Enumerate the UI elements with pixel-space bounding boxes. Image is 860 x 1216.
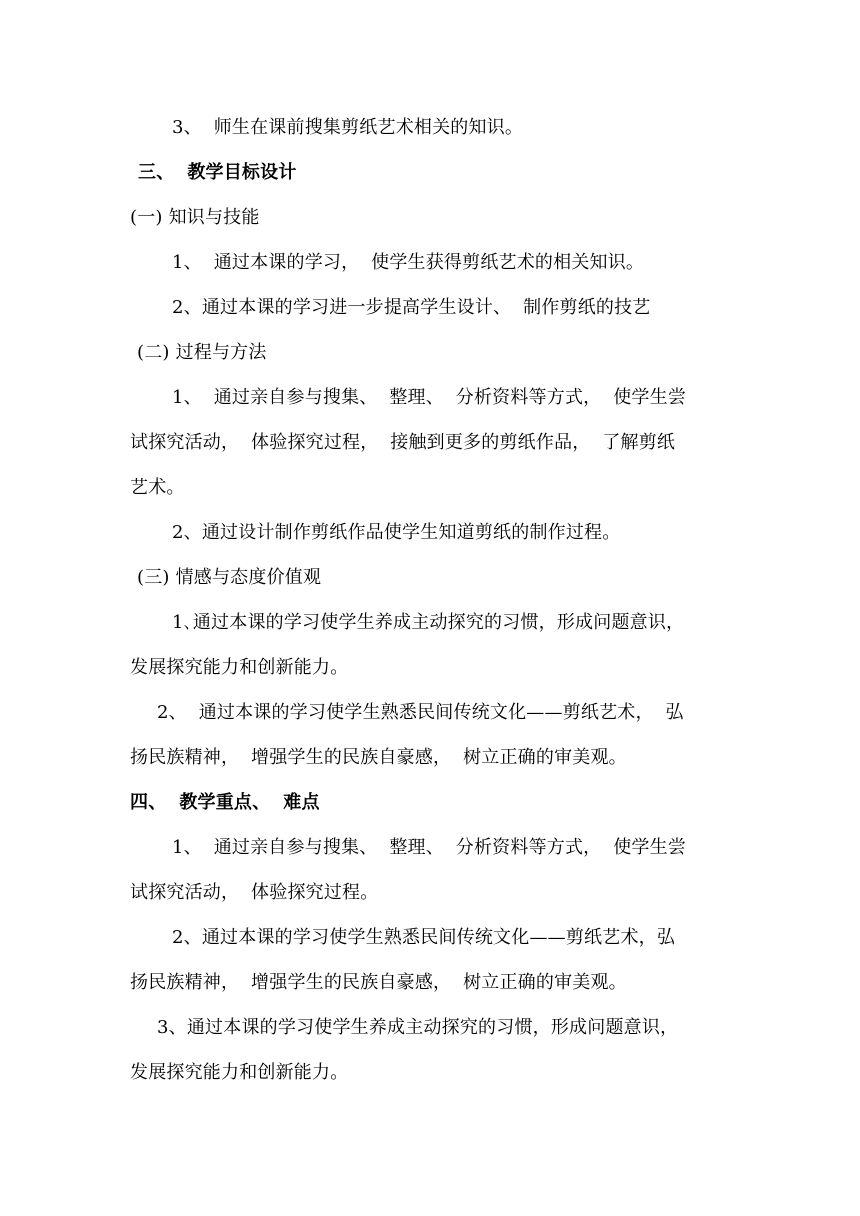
subheading-process-methods: (二) 过程与方法 — [137, 342, 267, 363]
subheading-emotion-values: (三) 情感与态度价值观 — [137, 567, 322, 588]
subheading-knowledge-skills: (一) 知识与技能 — [130, 207, 260, 228]
process-item-1-line-2: 试探究活动， 体验探究过程， 接触到更多的剪纸作品， 了解剪纸 — [130, 432, 676, 453]
knowledge-item-1: 1、 通过本课的学习， 使学生获得剪纸艺术的相关知识。 — [172, 252, 645, 273]
process-item-2: 2、通过设计制作剪纸作品使学生知道剪纸的制作过程。 — [172, 522, 621, 543]
emotion-item-2-line-2: 扬民族精神， 增强学生的民族自豪感， 树立正确的审美观。 — [130, 747, 627, 768]
prep-item-3: 3、 师生在课前搜集剪纸艺术相关的知识。 — [172, 117, 524, 138]
section-heading-key-points: 四、 教学重点、 难点 — [130, 792, 320, 813]
knowledge-item-2: 2、通过本课的学习进一步提高学生设计、 制作剪纸的技艺 — [172, 297, 651, 318]
key-item-2-line-1: 2、通过本课的学习使学生熟悉民间传统文化——剪纸艺术，弘 — [172, 927, 676, 948]
section-heading-objectives: 三、 教学目标设计 — [138, 162, 297, 183]
key-item-1-line-1: 1、 通过亲自参与搜集、 整理、 分析资料等方式， 使学生尝 — [172, 837, 687, 858]
process-item-1-line-3: 艺术。 — [130, 477, 185, 498]
key-item-3-line-1: 3、通过本课的学习使学生养成主动探究的习惯，形成问题意识， — [157, 1017, 679, 1038]
process-item-1-line-1: 1、 通过亲自参与搜集、 整理、 分析资料等方式， 使学生尝 — [172, 387, 687, 408]
key-item-1-line-2: 试探究活动， 体验探究过程。 — [130, 882, 379, 903]
emotion-item-1-line-2: 发展探究能力和创新能力。 — [130, 657, 349, 678]
emotion-item-1-line-1: 1､通过本课的学习使学生养成主动探究的习惯，形成问题意识， — [172, 612, 685, 633]
key-item-2-line-2: 扬民族精神， 增强学生的民族自豪感， 树立正确的审美观。 — [130, 972, 627, 993]
key-item-3-line-2: 发展探究能力和创新能力。 — [130, 1062, 349, 1083]
emotion-item-2-line-1: 2、 通过本课的学习使学生熟悉民间传统文化——剪纸艺术， 弘 — [157, 702, 684, 723]
